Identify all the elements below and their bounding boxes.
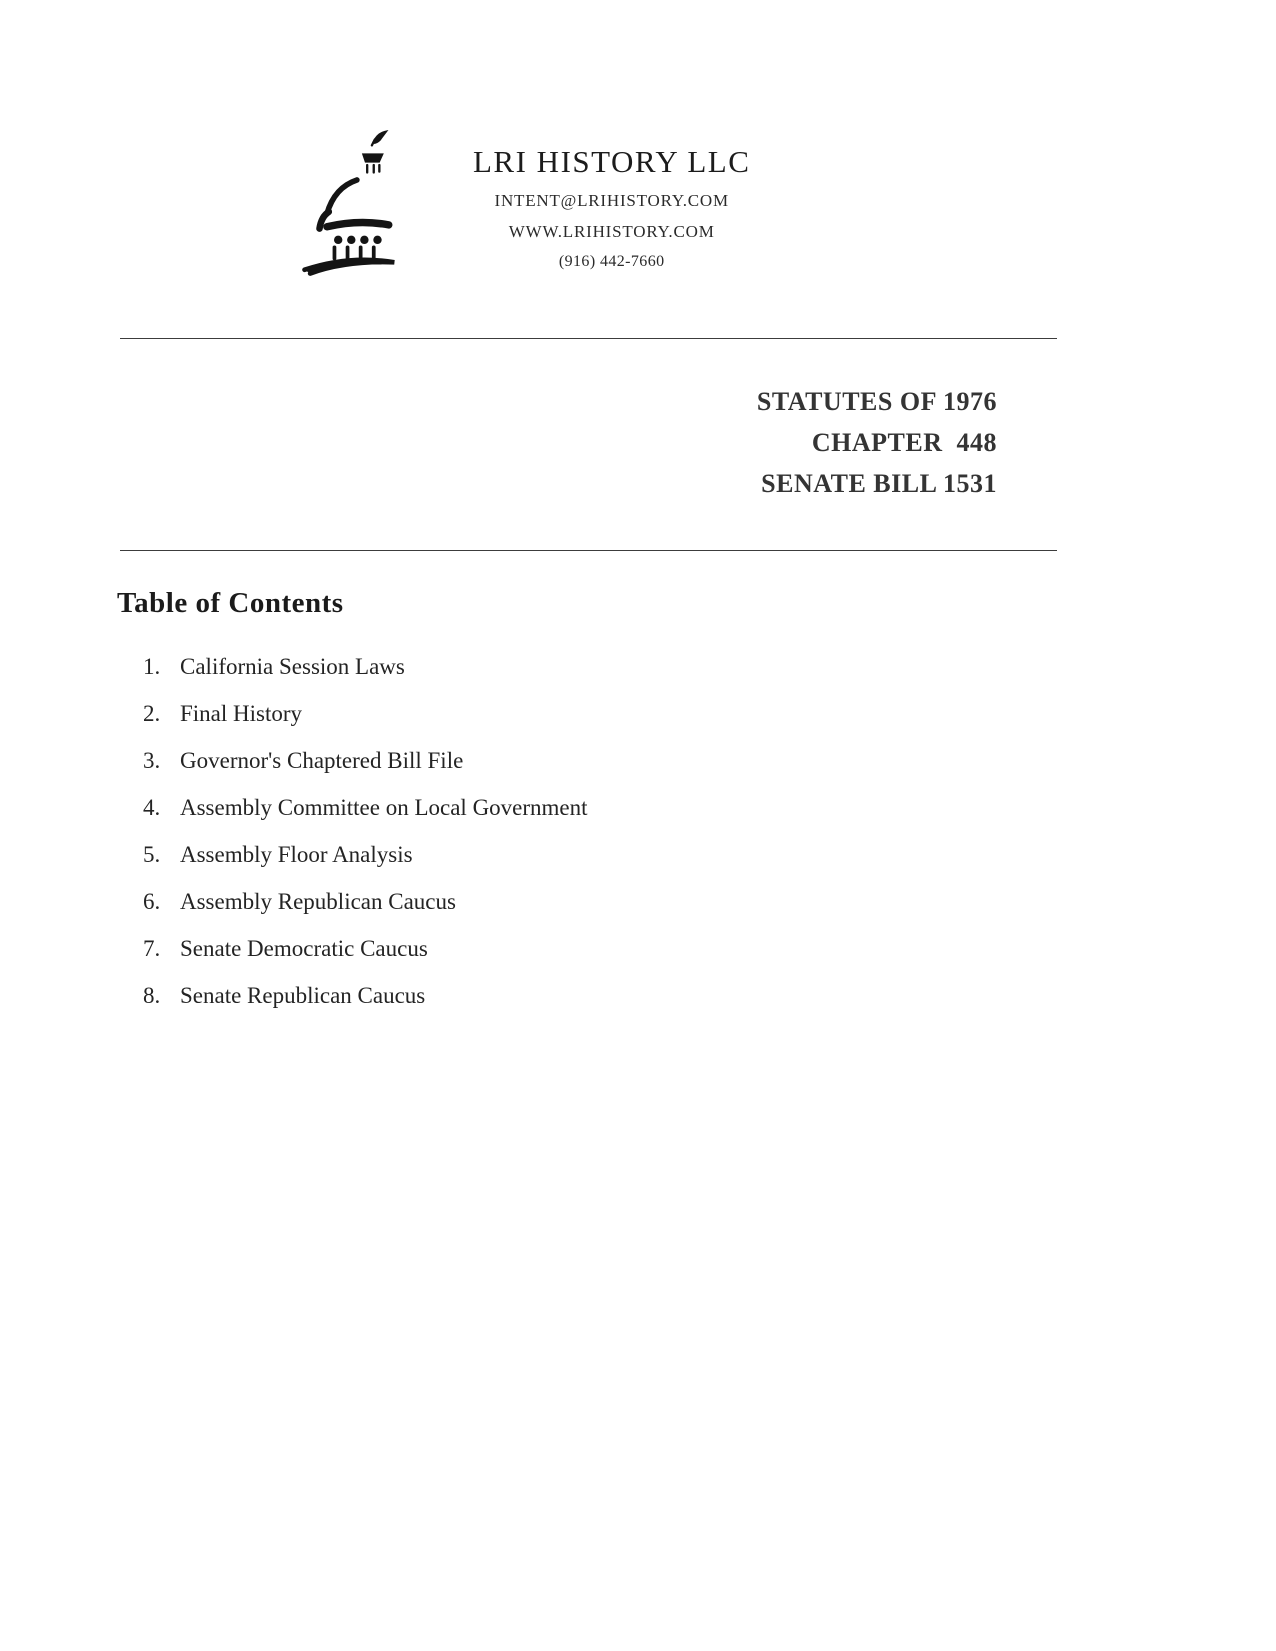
- toc-item-number: 7.: [143, 936, 161, 961]
- toc-item-label: California Session Laws: [180, 654, 405, 679]
- toc-item-number: 4.: [143, 795, 161, 820]
- letterhead: [0, 0, 1276, 286]
- website-text: WWW.LRIHISTORY.COM: [508, 222, 715, 241]
- company-name: LRI HISTORY LLC: [473, 144, 751, 179]
- toc-item: [143, 983, 1276, 1030]
- toc-item-number: 1.: [143, 654, 161, 679]
- chapter-line: CHAPTER 448: [811, 428, 997, 457]
- toc-item-label: Final History: [180, 701, 303, 726]
- contact-block: [473, 122, 750, 271]
- toc-item-label: Governor's Chaptered Bill File: [180, 748, 464, 773]
- capitol-dome-icon: [295, 122, 445, 281]
- statute-title-block: [120, 381, 1057, 504]
- toc-item-number: 6.: [143, 889, 161, 914]
- toc-item: [143, 795, 1276, 842]
- toc-item-number: 2.: [143, 701, 161, 726]
- toc-item: [143, 748, 1276, 795]
- toc-list: [0, 654, 1276, 1030]
- toc-item: [143, 701, 1276, 748]
- toc-item-label: Senate Democratic Caucus: [180, 936, 428, 961]
- toc-item-number: 3.: [143, 748, 161, 773]
- toc-item-label: Assembly Committee on Local Government: [180, 795, 588, 820]
- toc-item: [143, 654, 1276, 701]
- toc-item: [143, 889, 1276, 936]
- capitol-logo: [295, 122, 445, 286]
- phone-text: (916) 442-7660: [558, 253, 665, 270]
- senate-bill-line: SENATE BILL 1531: [761, 469, 997, 498]
- toc-item-label: Assembly Republican Caucus: [180, 889, 456, 914]
- divider-top: [120, 338, 1057, 339]
- toc-item-number: 8.: [143, 983, 161, 1008]
- statutes-line: STATUTES OF 1976: [756, 387, 997, 416]
- email-text: INTENT@LRIHISTORY.COM: [494, 191, 729, 210]
- toc-item-label: Assembly Floor Analysis: [180, 842, 413, 867]
- toc-heading: Table of Contents: [117, 587, 344, 619]
- toc-item: [143, 842, 1276, 889]
- toc-item: [143, 936, 1276, 983]
- toc-item-label: Senate Republican Caucus: [180, 983, 426, 1008]
- divider-bottom: [120, 550, 1057, 551]
- toc-item-number: 5.: [143, 842, 161, 867]
